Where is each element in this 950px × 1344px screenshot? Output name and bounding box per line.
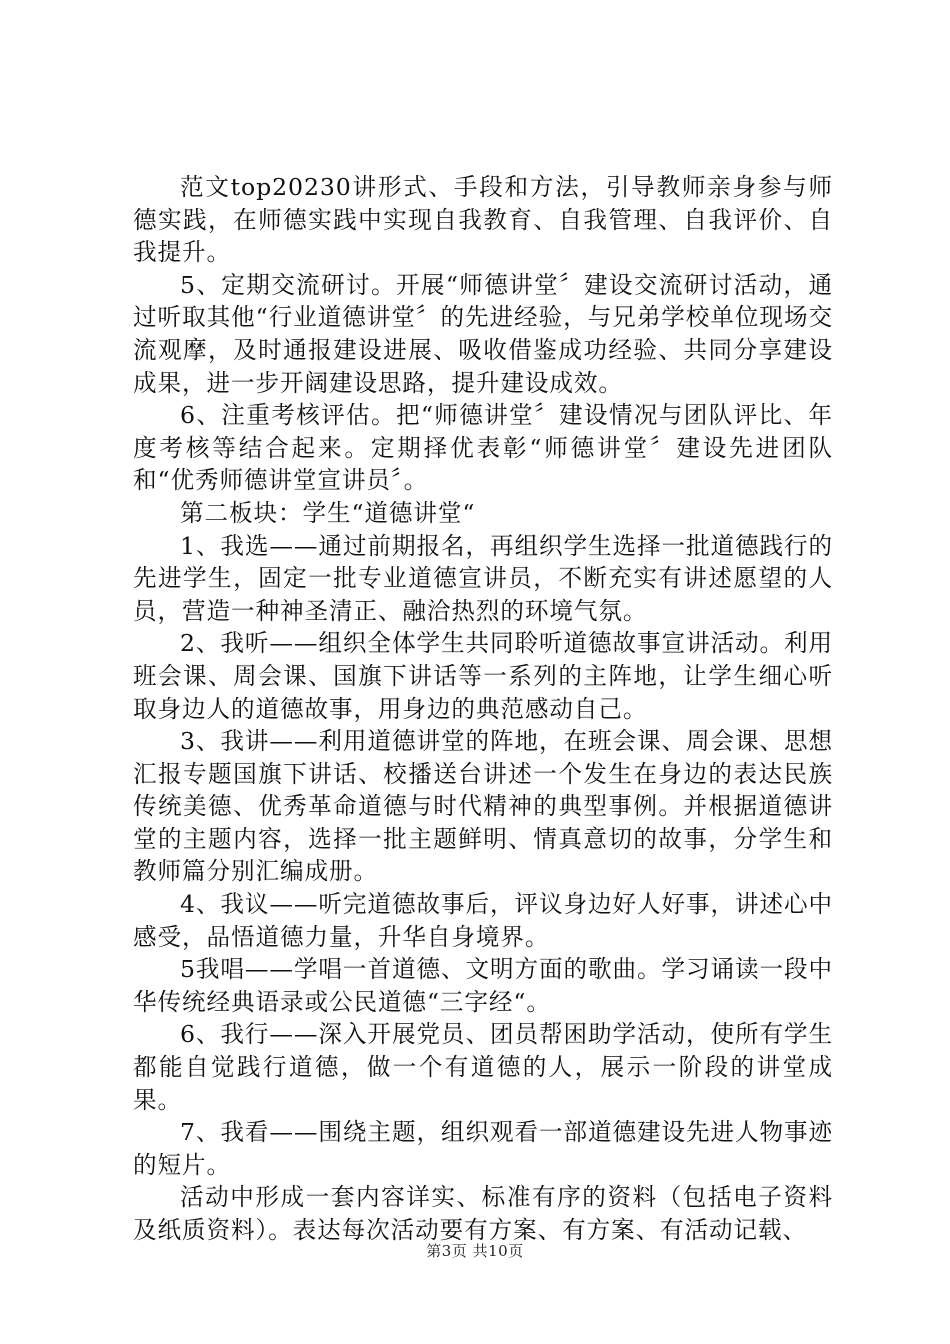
paragraph: 6、注重考核评估。把“师德讲堂〞建设情况与团队评比、年度考核等结合起来。定期择优表彰“师德讲堂〞建设先进团队和“优秀师德讲堂宣讲员〞。	[133, 401, 833, 495]
paragraph: 7、我看——围绕主题，组织观看一部道德建设先进人物事迹的短片。	[133, 1118, 833, 1179]
document-body	[133, 171, 833, 1247]
paragraph: 4、我议——听完道德故事后，评议身边好人好事，讲述心中感受，品悟道德力量，升华自身境界。	[133, 890, 833, 951]
paragraph: 2、我听——组织全体学生共同聆听道德故事宣讲活动。利用班会课、周会课、国旗下讲话等一系列的主阵地，让学生细心听取身边人的道德故事，用身边的典范感动自己。	[133, 629, 833, 723]
paragraph: 1、我选——通过前期报名，再组织学生选择一批道德践行的先进学生，固定一批专业道德宣讲员，不断充实有讲述愿望的人员，营造一种神圣清正、融洽热烈的环境气氛。	[133, 531, 833, 625]
paragraph: 5、定期交流研讨。开展“师德讲堂〞建设交流研讨活动，通过听取其他“行业道德讲堂〞的先进经验，与兄弟学校单位现场交流观摩，及时通报建设进展、吸收借鉴成功经验、共同分享建设成果，进一步开阔建设思路，提升建设成效。	[133, 270, 833, 397]
paragraph: 范文top20230讲形式、手段和方法，引导教师亲身参与师德实践，在师德实践中实现自我教育、自我管理、自我评价、自我提升。	[133, 173, 833, 267]
paragraph: 5我唱——学唱一首道德、文明方面的歌曲。学习诵读一段中华传统经典语录或公民道德“三字经“。	[133, 955, 833, 1016]
paragraph: 3、我讲——利用道德讲堂的阵地，在班会课、周会课、思想汇报专题国旗下讲话、校播送台讲述一个发生在身边的表达民族传统美德、优秀革命道德与时代精神的典型事例。并根据道德讲堂的主题内容，选择一批主题鲜明、情真意切的故事，分学生和教师篇分别汇编成册。	[133, 727, 833, 886]
page-number-footer: 第3页 共10页	[426, 1242, 524, 1260]
paragraph: 6、我行——深入开展党员、团员帮困助学活动，使所有学生都能自觉践行道德，做一个有道德的人，展示一阶段的讲堂成果。	[133, 1020, 833, 1114]
section-heading: 第二板块：学生“道德讲堂“	[180, 498, 476, 527]
paragraph: 活动中形成一套内容详实、标准有序的资料（包括电子资料及纸质资料）。表达每次活动要有方案、有方案、有活动记载、	[133, 1183, 833, 1244]
